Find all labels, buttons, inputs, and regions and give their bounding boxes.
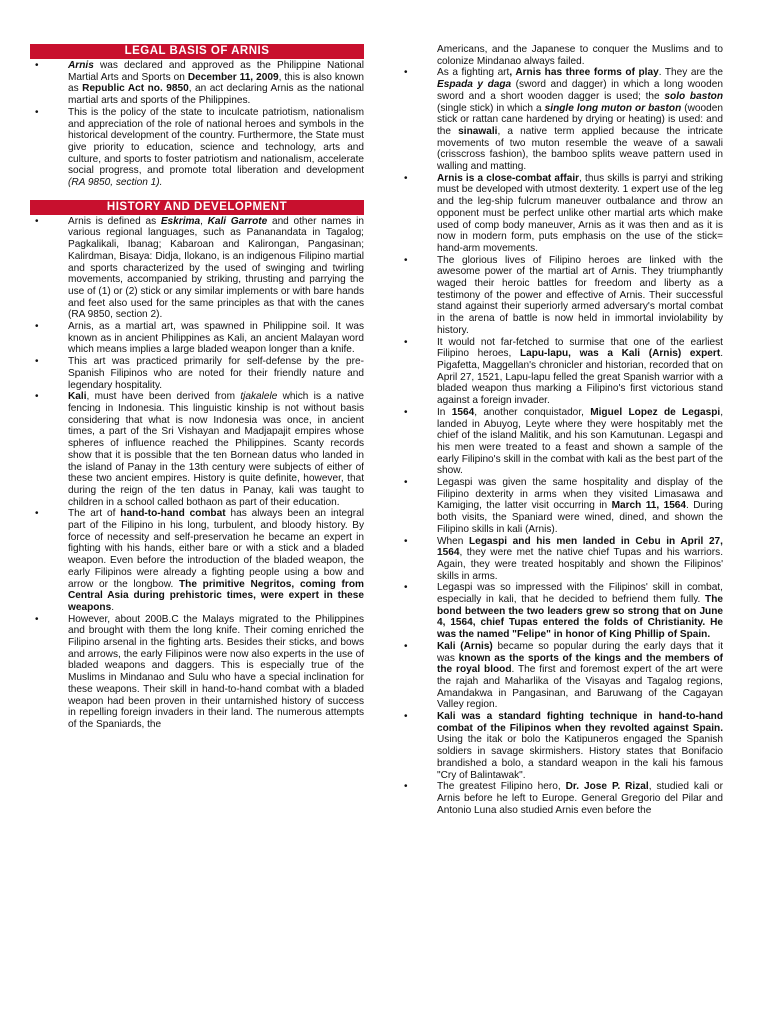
text-run: , landed in Abuyog, Leyte where they were hospitably met the chief of the island Malitik, and his son Kamutunan. Legaspi and his men were treated to a feast and shown a sample of the early Filipino's skill in the combat with kali as the best part of the show. (437, 406, 723, 477)
text-run: Kali Garrote (207, 215, 268, 227)
text-run: known as the sports of the kings and the members of the royal blood (437, 652, 723, 676)
text-run: , another conquistador, (474, 406, 591, 418)
text-run: December 11, 2009 (187, 71, 279, 83)
text-run: 1564 (451, 406, 475, 418)
text-run: solo baston (664, 90, 724, 102)
text-run: hand-to-hand combat (120, 508, 226, 520)
text-run: and other names in various regional languages, such as Pananandata in Tagalog; Pagkalikali, Ibanag; Kabaroan and Kalirongan, Pangasinan; Kalirdman, Bisaya: Didja, Ilokano, is an indigenous Filipino martial and sports characterized by the used of swinging and twirling movements, accompanied by striking, thrusting and parrying the use of (1) or (2) stick or any similar implements or with bare hands and feet also used for the same principles as that with the canes (RA 9850, section 2). (68, 215, 365, 321)
text-run: . They are the (658, 67, 723, 79)
text-run: , they were met the native chief Tupas and his warriors. Again, they were treated hospitably and shown the Filipinos' skills in arms. (437, 547, 723, 582)
text-run: , studied kali or Arnis before he left to Europe. General Gregorio del Pilar and Antonio Luna also studied Arnis even before the (437, 781, 723, 816)
legal-basis-list (30, 60, 364, 189)
bullet-paragraph (399, 536, 723, 583)
text-run: In (437, 406, 452, 418)
text-run: sinawali (458, 125, 498, 137)
text-run: single long muton or baston (544, 102, 682, 114)
bullet-paragraph (399, 173, 723, 255)
text-run: Kali (Arnis) (437, 640, 493, 652)
text-run: Arnis is a close-combat affair (437, 172, 580, 184)
bullet-paragraph (30, 508, 364, 613)
bullet-paragraph (30, 321, 364, 356)
text-run: This art was practiced primarily for self-defense by the pre-Spanish Filipinos who are noted for their friendly nature and legendary hospitality. (68, 356, 364, 391)
bullet-paragraph (399, 337, 723, 407)
text-run: Using the itak or bolo the Katipuneros engaged the Spanish soldiers in savage skirmishers. History states that Bonifacio brandished a bolo, a standard weapon in the kali his famous "Cry of Balintawak". (437, 734, 723, 781)
text-run: The glorious lives of Filipino heroes are linked with the awesome power of the martial art of Arnis. They triumphantly waged their heroic battles for freedom and liberty as a testimony of the power and effective of Arnis. Their successful stand against their superiorly armed adversary's mortal combat in the arena of battle is now held in immortal inviolability by history. (437, 254, 723, 336)
text-run: , an act declaring Arnis as the national martial arts and sports of the Philippines. (68, 83, 365, 107)
text-run: Eskrima (160, 215, 201, 227)
text-run: Kali (68, 391, 87, 403)
text-run: has always been an integral part of the Filipino in his long, turbulent, and bloody history. By force of necessity and self-preservation he became an expert in fighting with his hands, either bare or with a stick and a bladed weapon. Even before the introduction of the bladed weapon, the early Filipinos were already a fighting people using a bow and arrow or the longbow. (68, 508, 365, 590)
text-run: . During both visits, the Spaniard were wined, dined, and shown the Filipino skills in kali (Arnis). (437, 500, 723, 535)
text-run: . Pigafetta, Maggellan's chronicler and historian, recorded that on April 27, 1521, Lapu-lapu felled the great Spanish warrior with a bladed weapon thus marking a Filipino's first victorious stand against a foreign invader. (437, 348, 723, 407)
bullet-paragraph (399, 711, 723, 781)
bullet-paragraph (399, 255, 723, 337)
text-run: The art of (68, 508, 121, 520)
bullet-paragraph (30, 216, 364, 321)
bullet-paragraph (30, 391, 364, 508)
heading-legal-basis: LEGAL BASIS OF ARNIS (30, 44, 364, 59)
text-run: The bond between the two leaders grew so strong that on June 4, 1564, chief Tupas entered the folds of Christianity. He was the named "Felipe" in honor of King Phillip of Spain. (437, 594, 723, 641)
text-run: When (437, 535, 469, 547)
text-run: (wooden stick or rattan cane hardened by drying or heating) is used: and the (437, 102, 723, 137)
text-run: , this is also known as (68, 71, 364, 95)
heading-history-development: HISTORY AND DEVELOPMENT (30, 200, 364, 215)
text-run: Espada y daga (437, 79, 512, 91)
text-run: This is the policy of the state to inculcate patriotism, nationalism and appreciation of the role of national heroes and symbols in the historical development of the country. Furthermore, the State must give priority to education, science and technology, arts and culture, and sports to foster patriotism and nationalism, accelerate social progress, and promote total liberation and development (68, 106, 364, 177)
text-run: became so popular during the early days that it was (437, 640, 724, 664)
bullet-paragraph (399, 407, 723, 477)
bullet-paragraph (30, 107, 364, 189)
text-run: Legaspi was so impressed with the Filipinos' skill in combat, especially in kali, that he decided to befriend them fully. (437, 582, 723, 606)
text-run: Legaspi and his men landed in Cebu in April 27, 1564 (437, 535, 723, 559)
bullet-paragraph (30, 60, 364, 107)
text-run: It would not far-fetched to surmise that one of the earliest Filipino heroes, (437, 336, 723, 360)
bullet-paragraph (399, 582, 723, 641)
bullet-paragraph (399, 781, 723, 816)
text-run: March 11, 1564 (611, 500, 687, 512)
bullet-paragraph (399, 67, 723, 172)
bullet-paragraph (30, 356, 364, 391)
text-run: which is a native fencing in Indonesia. This linguistic kinship is not without basis considering that what is now Indonesia was once, in ancient times, a part of the Sri Vishayan and Madjapajit empires whose spheres of influence reached the Philippines. Scanty records show that it is possible that the ten Bornean datus who landed in the island of Panay in the 13th century were subjects of either of these two ancient empires. History is quite definite, however, that during the reign of the ten datus in Panay, kali was taught to children in a school called bothaon as part of their education. (68, 391, 364, 508)
text-run: was declared and approved as the Philippine National Martial Arts and Sports on (68, 60, 364, 83)
text-run: The primitive Negritos, coming from Central Asia during prehistoric times, were expert in these weapons (68, 578, 364, 613)
text-run: Kali was a standard fighting technique in hand-to-hand combat of the Filipinos when they revolted against Spain. (437, 711, 723, 734)
right-column (399, 44, 723, 816)
bullet-paragraph (399, 641, 723, 711)
text-run: Legaspi was given the same hospitality and display of the Filipino dexterity in arms when they visited Limasawa and Kamiging, the latter visit occurring in (437, 477, 723, 512)
text-run: , must have been derived from (86, 391, 241, 403)
left-column (30, 44, 364, 731)
history-list (30, 216, 364, 731)
text-run: , a native term applied because the intricate movements of two muton resemble the weave of a sawali (crisscross fashion), the bamboo splits weave pattern used in walling and matting. (437, 125, 723, 173)
text-run: Arnis is defined as (68, 215, 161, 227)
text-run: Miguel Lopez de Legaspi (590, 406, 721, 418)
history-list-continued (399, 67, 723, 816)
text-run: Americans, and the Japanese to conquer the Muslims and to colonize Mindanao always failed. (437, 44, 723, 67)
text-run: As a fighting art (437, 67, 510, 79)
text-run: Dr. Jose P. Rizal (565, 781, 649, 793)
text-run: . The first and foremost expert of the art were the rajah and Maharlika of the Visayas and Tagalog regions, Amandakwa in Pangasinan, and Baruwang of the Cagayan Valley region. (437, 664, 724, 711)
text-run: . (111, 601, 115, 613)
text-run: Arnis (68, 60, 94, 71)
text-run: Lapu-lapu, was a Kali (Arnis) expert (519, 348, 721, 360)
text-run: , thus skills is parryi and striking must be developed with utmost dexterity. 1 expert use of the leg and the leg-ship fulcrum maneuver outbalance and throw an opponent must be perfect unlike other martial arts which make used of comp body maneuver, Arnis as it was then and as it is now in modern form, puts emphasis on the use of the stick= hand-arm movements. (437, 172, 723, 254)
text-run: (sword and dagger) in which a long wooden sword and a short wooden dagger is used; the (437, 79, 723, 102)
text-run: Republic Act no. 9850 (82, 83, 189, 95)
text-run: However, about 200B.C the Malays migrated to the Philippines and brought with them the long knife. Their coming enriched the Filipino arsenal in the fighting arts. Besides their sticks, and bows and arrows, the early Filipinos were now also experts in the use of bladed weapons and daggers. This is especially true of the Muslims in Mindanao and Sulu who have a special inclination for these weapons. Their skill in hand-to-hand combat with a bladed weapon had been proven in their untarnished history of success in repelling foreign invaders in their land. The numerous attempts of the Spaniards, the (68, 613, 364, 730)
bullet-paragraph (399, 477, 723, 536)
text-run: (single stick) in which a (437, 102, 545, 114)
text-run: , (200, 215, 208, 227)
text-run: , Arnis has three forms of play (509, 67, 659, 79)
text-run: Arnis, as a martial art, was spawned in Philippine soil. It was known as in ancient Philippines as Kali, an ancient Malayan word which means implies a large bladed weapon longer than a knife. (68, 321, 364, 356)
continued-paragraph (399, 44, 723, 67)
text-run: The greatest Filipino hero, (437, 781, 566, 793)
bullet-paragraph (30, 614, 364, 731)
text-run: tjakalele (240, 391, 278, 403)
text-run: (RA 9850, section 1). (68, 177, 163, 189)
